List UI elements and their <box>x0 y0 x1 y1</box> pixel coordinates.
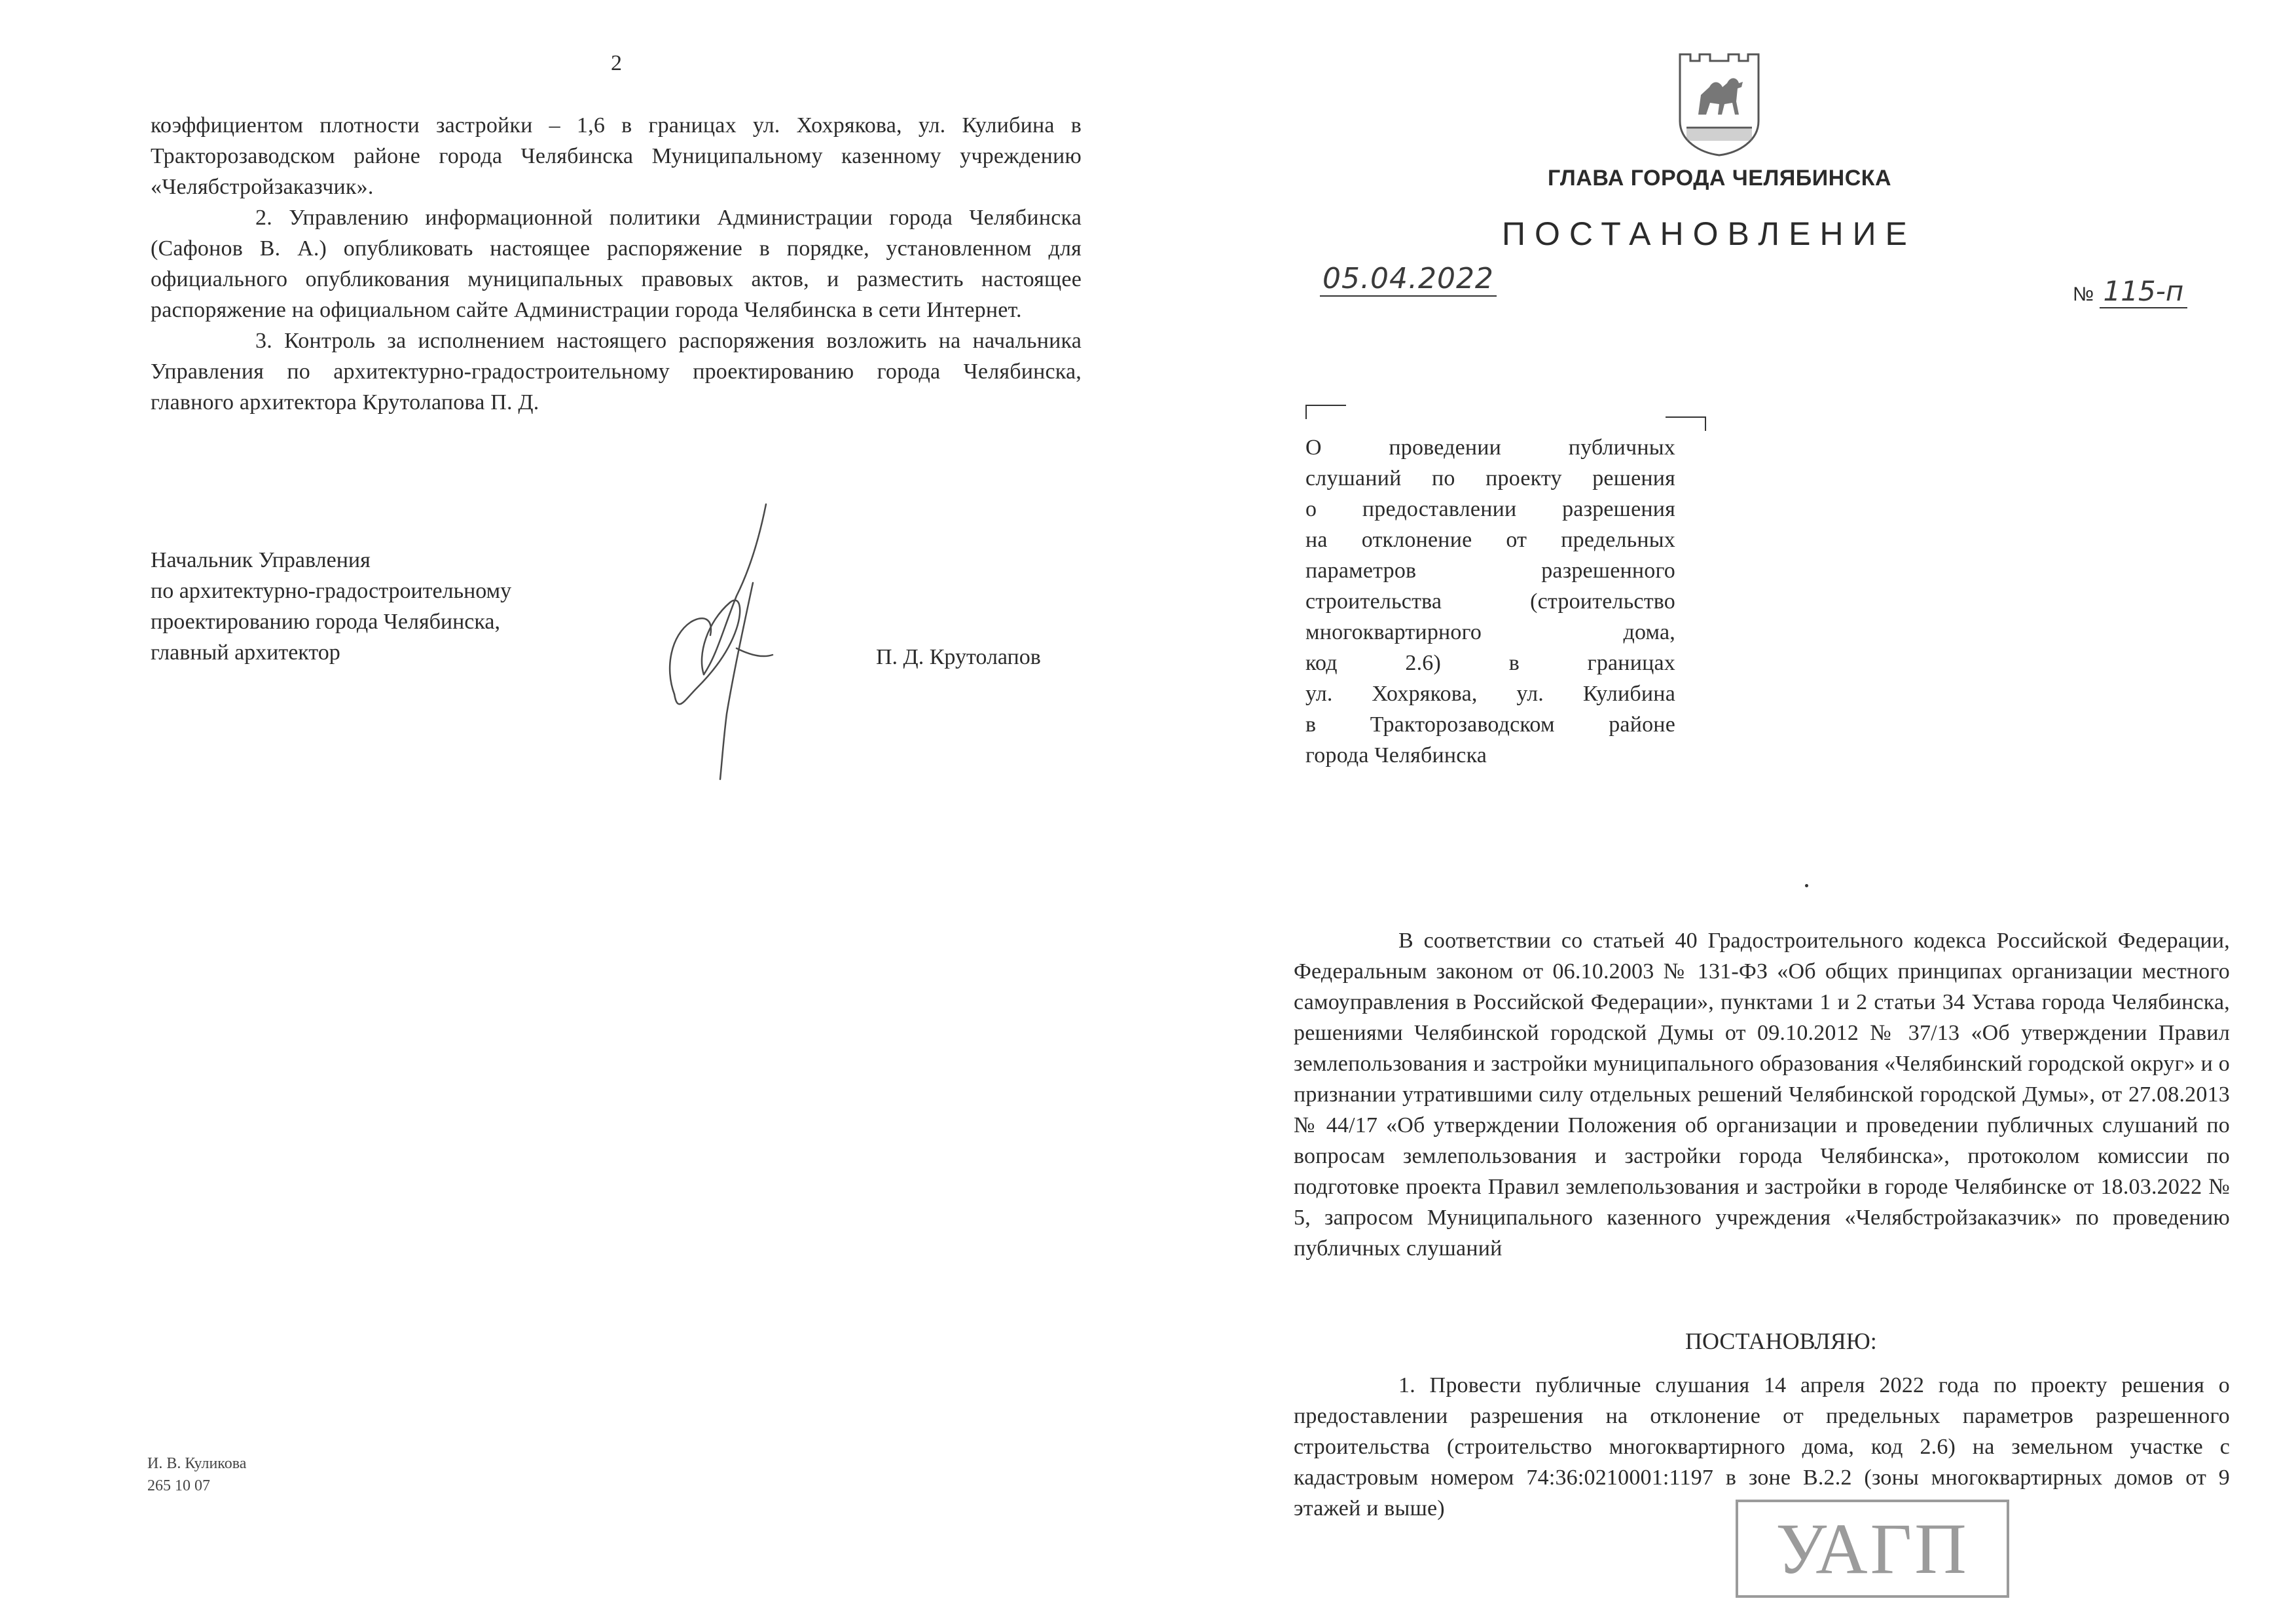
document-type: ПОСТАНОВЛЕНИЕ <box>1502 215 1916 252</box>
paragraph-continuation: коэффициентом плотности застройки – 1,6 в границах ул. Хохрякова, ул. Кулибина в Тракторозаводском районе города Челябинска Муниципальному казенному учреждению «Челябстройзаказчик». <box>151 113 1082 199</box>
executor-name: И. В. Куликова <box>147 1455 247 1472</box>
executor-info <box>147 1452 246 1497</box>
left-body-text <box>151 110 1082 418</box>
right-page <box>1148 0 2296 1624</box>
speck <box>1805 884 1808 887</box>
document-number <box>2073 275 2187 307</box>
document-subject <box>1305 432 1675 771</box>
executor-phone: 265 10 07 <box>147 1477 210 1494</box>
department-stamp: УАГП <box>1736 1500 2009 1598</box>
issuer-title: ГЛАВА ГОРОДА ЧЕЛЯБИНСКА <box>1548 166 1892 191</box>
subject-line: строительства (строительство <box>1305 589 1675 614</box>
signer-name: П. Д. Крутолапов <box>876 645 1041 669</box>
subject-corner-left <box>1305 405 1346 419</box>
subject-line: многоквартирного дома, <box>1305 620 1675 644</box>
subject-line: на отклонение от предельных <box>1305 528 1675 552</box>
signature-icon <box>638 498 809 786</box>
preamble-paragraph: В соответствии со статьей 40 Градостроительного кодекса Российской Федерации, Федеральным законом от 06.10.2003 № 131-ФЗ «Об общих принципах организации местного самоуправления в Российской Федерации», пунктами 1 и 2 статьи 34 Устава города Челябинска, решениями Челябинской городской Думы от 09.10.2012 № 37/13 «Об утверждении Правил землепользования и застройки муниципального образования «Челябинский городской округ» и о признании утратившими силу отдельных решений Челябинской городской Думы», от 27.08.2013 № 44/17 «Об утверждении Положения об организации и проведении публичных слушаний по вопросам землепользования и застройки города Челябинска», протоколом комиссии по подготовке проекта Правил землепользования и застройки в городе Челябинске от 18.03.2022 № 5, запросом Муниципального казенного учреждения «Челябстройзаказчик» по проведению публичных слушаний <box>1294 929 2230 1261</box>
subject-line: о предоставлении разрешения <box>1305 497 1675 521</box>
subject-line: в Тракторозаводском районе <box>1305 712 1675 737</box>
preamble-text <box>1294 925 2230 1264</box>
paragraph-2: 2. Управлению информационной политики Администрации города Челябинска (Сафонов В. А.) опубликовать настоящее распоряжение в порядке, установленном для официального опубликования муниципальных правовых актов, и разместить настоящее распоряжение на официальном сайте Администрации города Челябинска в сети Интернет. <box>151 206 1082 322</box>
signer-title-line: по архитектурно-градостроительному <box>151 579 512 603</box>
decree-heading: ПОСТАНОВЛЯЮ: <box>1685 1328 1877 1354</box>
subject-line: О проведении публичных <box>1305 435 1675 460</box>
subject-line: слушаний по проекту решения <box>1305 466 1675 490</box>
number-sign: № <box>2073 284 2094 305</box>
page-number: 2 <box>611 51 622 75</box>
paragraph-3: 3. Контроль за исполнением настоящего распоряжения возложить на начальника Управления по архитектурно-градостроительному проектированию города Челябинска, главного архитектора Крутолапова П. Д. <box>151 329 1082 415</box>
number-value: 115-п <box>2100 275 2188 308</box>
signer-title <box>151 545 609 668</box>
subject-line: города Челябинска <box>1305 743 1487 767</box>
signer-title-line: проектированию города Челябинска, <box>151 610 500 634</box>
coat-of-arms-icon <box>1673 49 1765 157</box>
point-1-text: 1. Провести публичные слушания 14 апреля 2022 года по проекту решения о предоставлении разрешения на отклонение от предельных параметров разрешенного строительства (строительство многоквартирного дома, код 2.6) на земельном участке с кадастровым номером 74:36:0210001:1197 в зоне В.2.2 (зоны многоквартирных домов от 9 этажей и выше) <box>1294 1373 2230 1521</box>
subject-corner-right <box>1666 416 1706 431</box>
subject-line: код 2.6) в границах <box>1305 651 1675 675</box>
subject-line: ул. Хохрякова, ул. Кулибина <box>1305 682 1675 706</box>
signer-title-line: главный архитектор <box>151 640 340 665</box>
subject-line: параметров разрешенного <box>1305 559 1675 583</box>
signer-title-line: Начальник Управления <box>151 548 371 572</box>
document-date: 05.04.2022 <box>1320 262 1497 297</box>
